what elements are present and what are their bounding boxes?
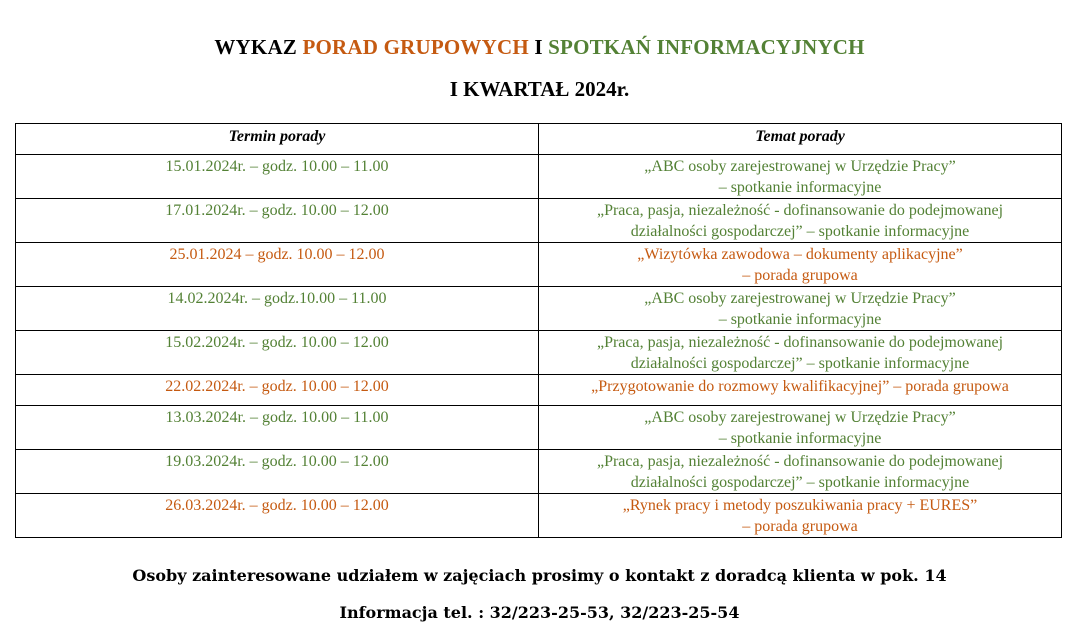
topic-line-1: „ABC osoby zarejestrowanej w Urzędzie Pracy”	[644, 409, 956, 426]
header-temat: Temat porady	[539, 124, 1062, 155]
cell-date: 19.03.2024r. – godz. 10.00 – 12.00	[16, 450, 539, 494]
topic-line-2: – spotkanie informacyjne	[718, 179, 882, 196]
topic-line-1: „ABC osoby zarejestrowanej w Urzędzie Pracy”	[644, 158, 956, 175]
topic-line-2: – porada grupowa	[742, 518, 858, 535]
header-termin: Termin porady	[16, 124, 539, 155]
cell-date: 17.01.2024r. – godz. 10.00 – 12.00	[16, 199, 539, 243]
cell-date: 22.02.2024r. – godz. 10.00 – 12.00	[16, 375, 539, 406]
cell-topic	[539, 199, 1062, 243]
title-part-porady: PORAD GRUPOWYCH	[302, 35, 529, 59]
cell-topic	[539, 375, 1062, 406]
page-subtitle: I KWARTAŁ 2024r.	[449, 77, 630, 101]
contact-note: Osoby zainteresowane udziałem w zajęciach prosimy o kontakt z doradcą klienta w pok. 14	[132, 566, 947, 585]
table-row	[16, 494, 1062, 538]
cell-date: 14.02.2024r. – godz.10.00 – 11.00	[16, 287, 539, 331]
table-row	[16, 406, 1062, 450]
cell-date: 26.03.2024r. – godz. 10.00 – 12.00	[16, 494, 539, 538]
topic-line-2: działalności gospodarczej” – spotkanie informacyjne	[630, 355, 970, 372]
cell-topic	[539, 331, 1062, 375]
cell-date: 15.02.2024r. – godz. 10.00 – 12.00	[16, 331, 539, 375]
schedule-table	[15, 123, 1062, 538]
table-row	[16, 243, 1062, 287]
phone-info: Informacja tel. : 32/223-25-53, 32/223-25-54	[339, 603, 740, 622]
topic-line-1: „Praca, pasja, niezależność - dofinansowanie do podejmowanej	[596, 453, 1004, 470]
topic-line-2: działalności gospodarczej” – spotkanie informacyjne	[630, 474, 970, 491]
topic-line-1: „Przygotowanie do rozmowy kwalifikacyjnej” – porada grupowa	[591, 378, 1009, 395]
title-part-wykaz: WYKAZ	[214, 35, 303, 59]
cell-topic	[539, 155, 1062, 199]
topic-line-2: – spotkanie informacyjne	[718, 430, 882, 447]
table-row	[16, 450, 1062, 494]
topic-line-2: działalności gospodarczej” – spotkanie informacyjne	[630, 223, 970, 240]
topic-line-1: „Praca, pasja, niezależność - dofinansowanie do podejmowanej	[596, 202, 1004, 219]
topic-line-2: – spotkanie informacyjne	[718, 311, 882, 328]
cell-date: 25.01.2024 – godz. 10.00 – 12.00	[16, 243, 539, 287]
cell-topic	[539, 287, 1062, 331]
table-row	[16, 331, 1062, 375]
cell-topic	[539, 406, 1062, 450]
table-row	[16, 155, 1062, 199]
table-row	[16, 199, 1062, 243]
table-row	[16, 287, 1062, 331]
cell-topic	[539, 494, 1062, 538]
topic-line-1: „Praca, pasja, niezależność - dofinansowanie do podejmowanej	[596, 334, 1004, 351]
cell-date: 15.01.2024r. – godz. 10.00 – 11.00	[16, 155, 539, 199]
cell-topic	[539, 243, 1062, 287]
title-part-spotkania: SPOTKAŃ INFORMACYJNYCH	[548, 35, 865, 59]
page-title	[0, 35, 1079, 60]
title-part-i: I	[528, 35, 549, 59]
table-header-row	[16, 124, 1062, 155]
topic-line-2: – porada grupowa	[742, 267, 858, 284]
topic-line-1: „Wizytówka zawodowa – dokumenty aplikacyjne”	[637, 246, 963, 263]
table-body	[16, 155, 1062, 538]
topic-line-1: „ABC osoby zarejestrowanej w Urzędzie Pracy”	[644, 290, 956, 307]
cell-topic	[539, 450, 1062, 494]
topic-line-1: „Rynek pracy i metody poszukiwania pracy + EURES”	[622, 497, 978, 514]
table-row	[16, 375, 1062, 406]
cell-date: 13.03.2024r. – godz. 10.00 – 11.00	[16, 406, 539, 450]
